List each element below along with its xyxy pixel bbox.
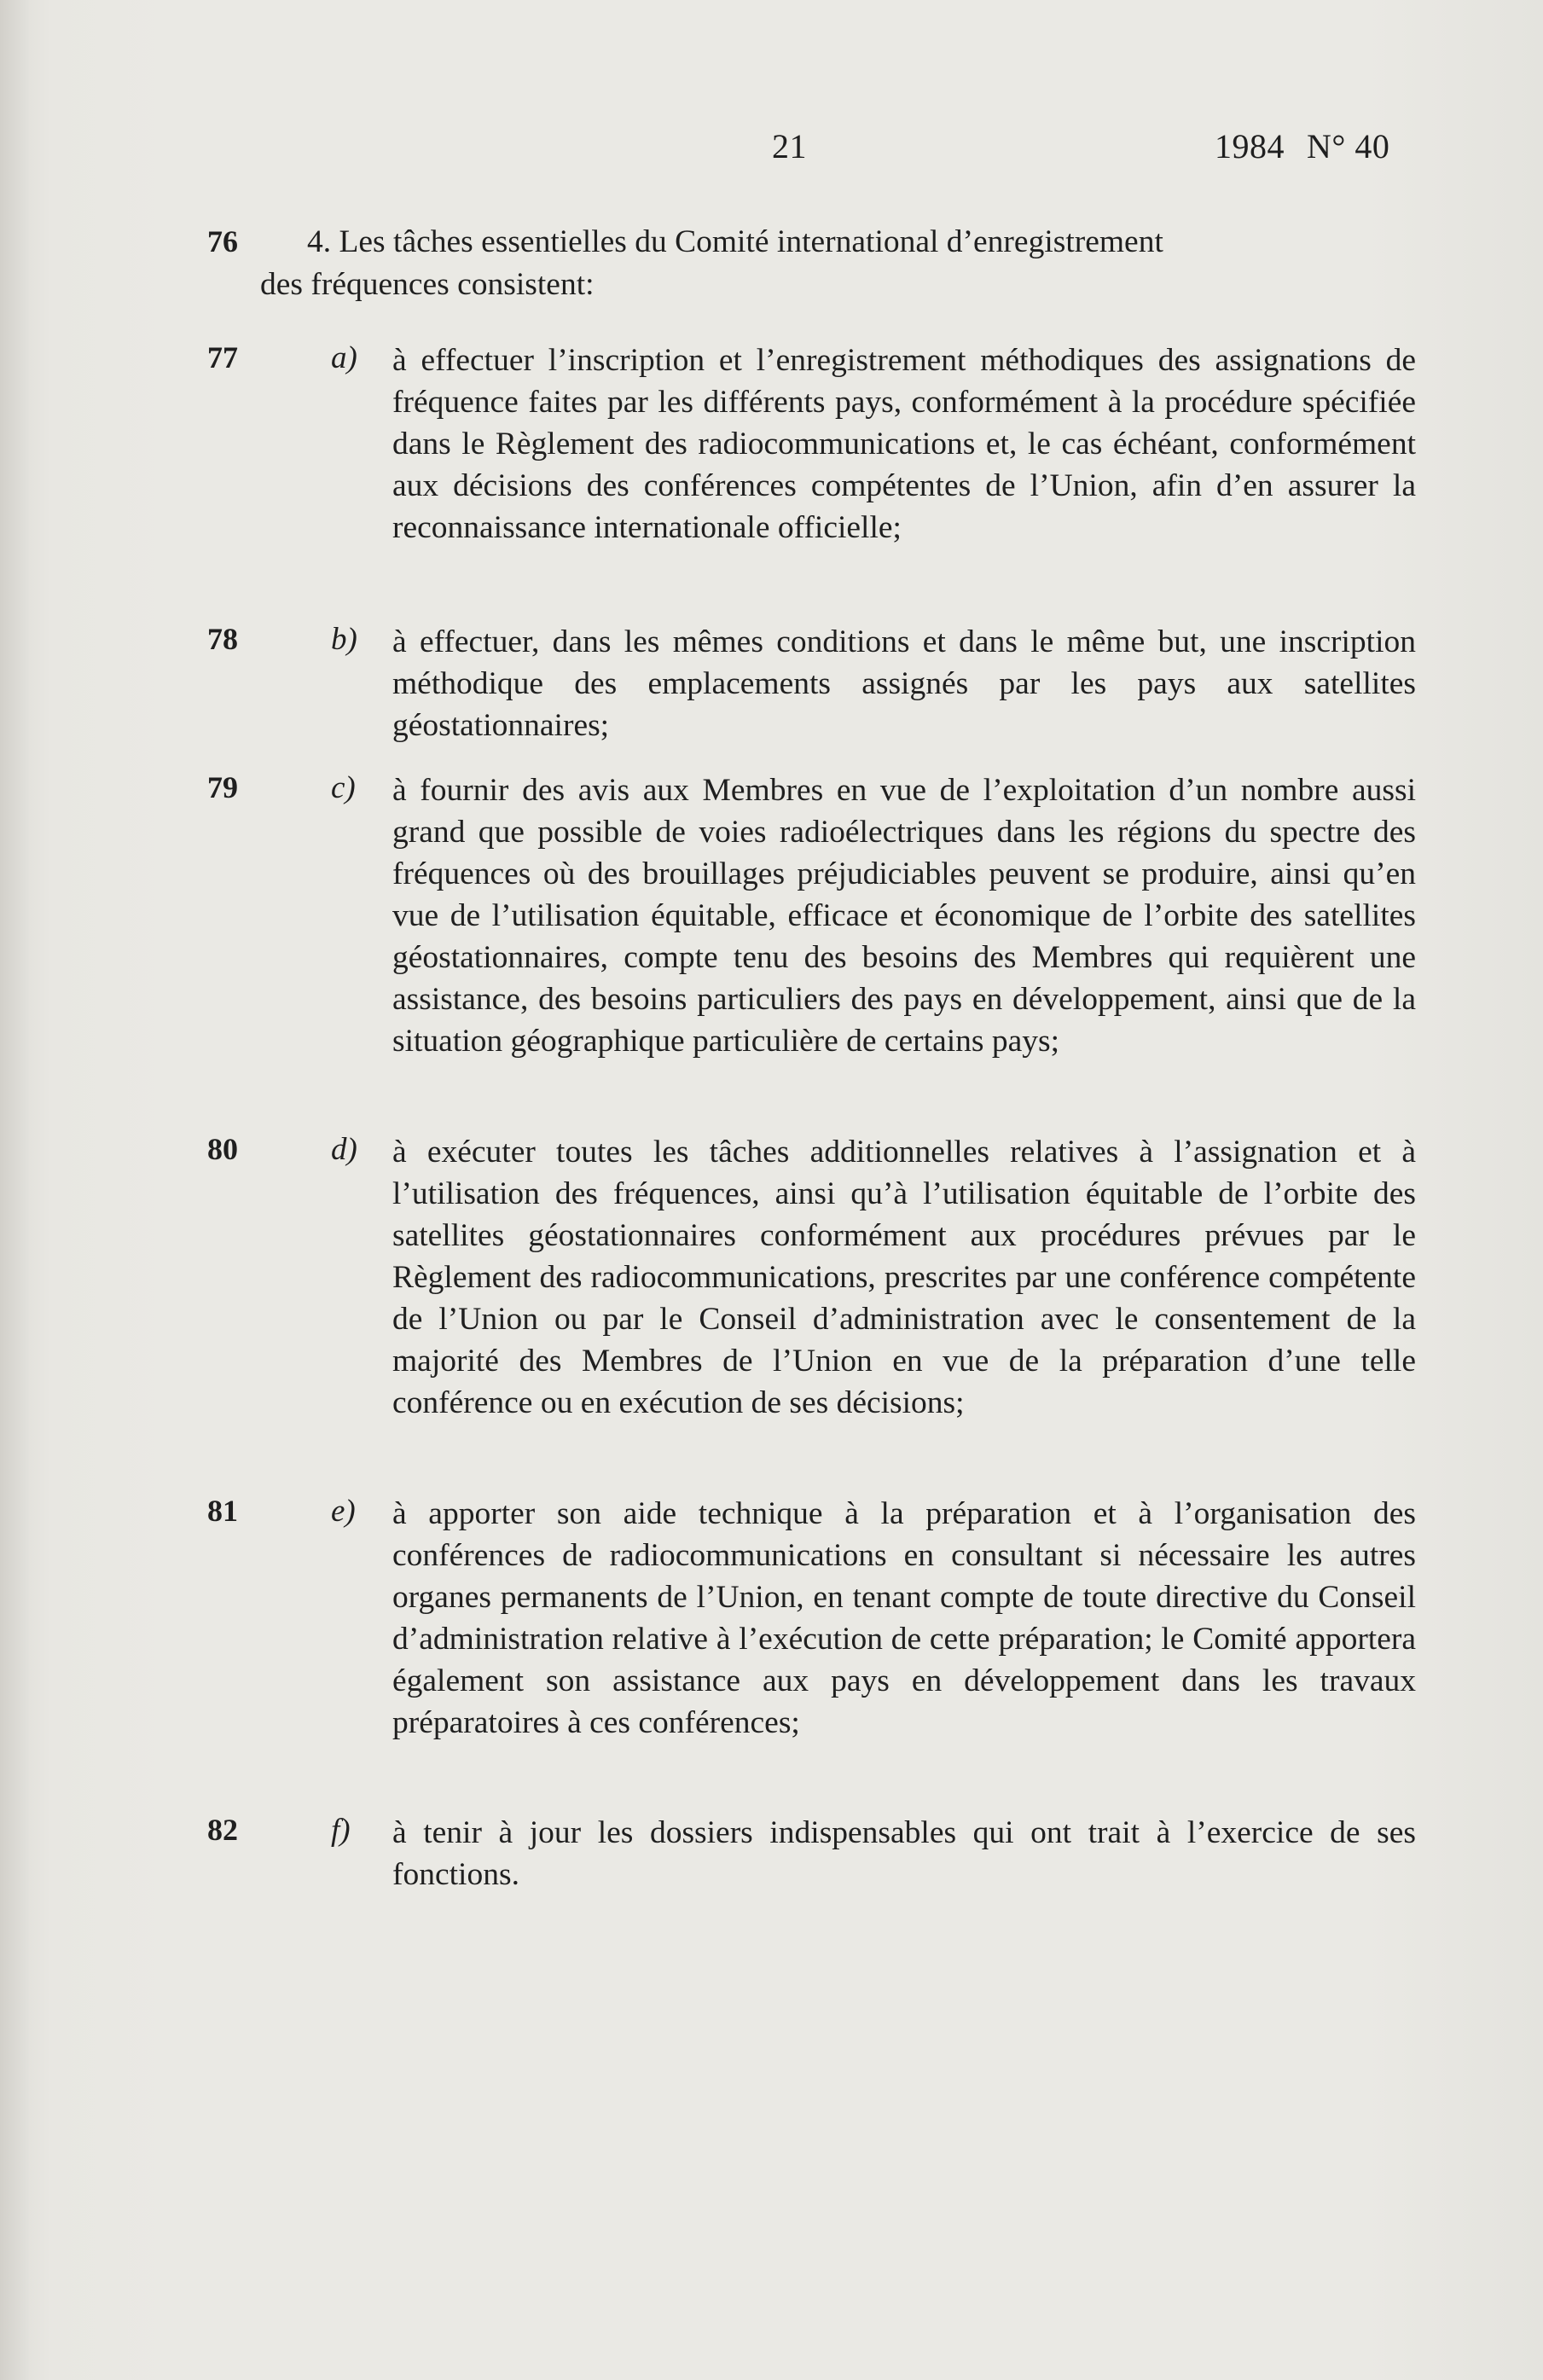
item-text: à tenir à jour les dossiers indispensables qui ont trait à l’exercice de ses fonctions.	[392, 1815, 1416, 1892]
page-number: 21	[772, 127, 807, 165]
item-letter: b)	[331, 622, 357, 657]
intro-line-1: 4. Les tâches essentielles du Comité international d’enregistrement	[307, 224, 1163, 259]
paragraph-number: 79	[207, 770, 238, 804]
paragraph-number: 78	[207, 622, 238, 656]
item-letter: a)	[331, 340, 357, 375]
item-letter: e)	[331, 1494, 356, 1529]
paragraph-number: 80	[207, 1132, 238, 1166]
header-issue: N° 40	[1307, 127, 1390, 165]
running-header	[1215, 126, 1389, 166]
paragraph-number: 81	[207, 1494, 238, 1528]
item-text: à effectuer l’inscription et l’enregistrement méthodiques des assignations de fréquence faites par les différents pays, conformément à la procédure spécifiée dans le Règlement des radiocommunications et, le cas échéant, conformément aux décisions des conférences compétentes de l’Union, afin d’en assurer la reconnaissance internationale officielle;	[392, 343, 1416, 545]
page-binding-edge	[0, 0, 29, 2380]
paragraph-number: 77	[207, 340, 238, 374]
item-letter: f)	[331, 1813, 351, 1848]
item-text: à exécuter toutes les tâches additionnelles relatives à l’assignation et à l’utilisation des fréquences, ainsi qu’à l’utilisation équitable de l’orbite des satellites géostationnaires conformément aux procédures prévues par le Règlement des radiocommunications, prescrites par une conférence compétente de l’Union ou par le Conseil d’administration avec le consentement de la majorité des Membres de l’Union en vue de la préparation d’une telle conférence ou en exécution de ses décisions;	[392, 1135, 1416, 1420]
intro-line-2: des fréquences consistent:	[260, 267, 595, 302]
item-letter: c)	[331, 770, 356, 805]
item-text: à effectuer, dans les mêmes conditions et dans le même but, une inscription méthodique des emplacements assignés par les pays aux satellites géostationnaires;	[392, 624, 1416, 743]
item-letter: d)	[331, 1132, 357, 1167]
paragraph-number: 82	[207, 1813, 238, 1847]
paragraph-number: 76	[207, 224, 238, 258]
item-text: à apporter son aide technique à la préparation et à l’organisation des conférences de radiocommunications en consultant si nécessaire les autres organes permanents de l’Union, en tenant compte de toute directive du Conseil d’administration relative à l’exécution de cette préparation; le Comité apportera également son assistance aux pays en développement dans les travaux préparatoires à ces conférences;	[392, 1496, 1416, 1740]
header-year: 1984	[1215, 127, 1285, 165]
item-text: à fournir des avis aux Membres en vue de l’exploitation d’un nombre aussi grand que possible de voies radioélectriques dans les régions du spectre des fréquences où des brouillages préjudiciables peuvent se produire, ainsi qu’en vue de l’utilisation équitable, efficace et économique de l’orbite des satellites géostationnaires, compte tenu des besoins des Membres qui requièrent une assistance, des besoins particuliers des pays en développement, ainsi que de la situation géographique particulière de certains pays;	[392, 773, 1416, 1059]
